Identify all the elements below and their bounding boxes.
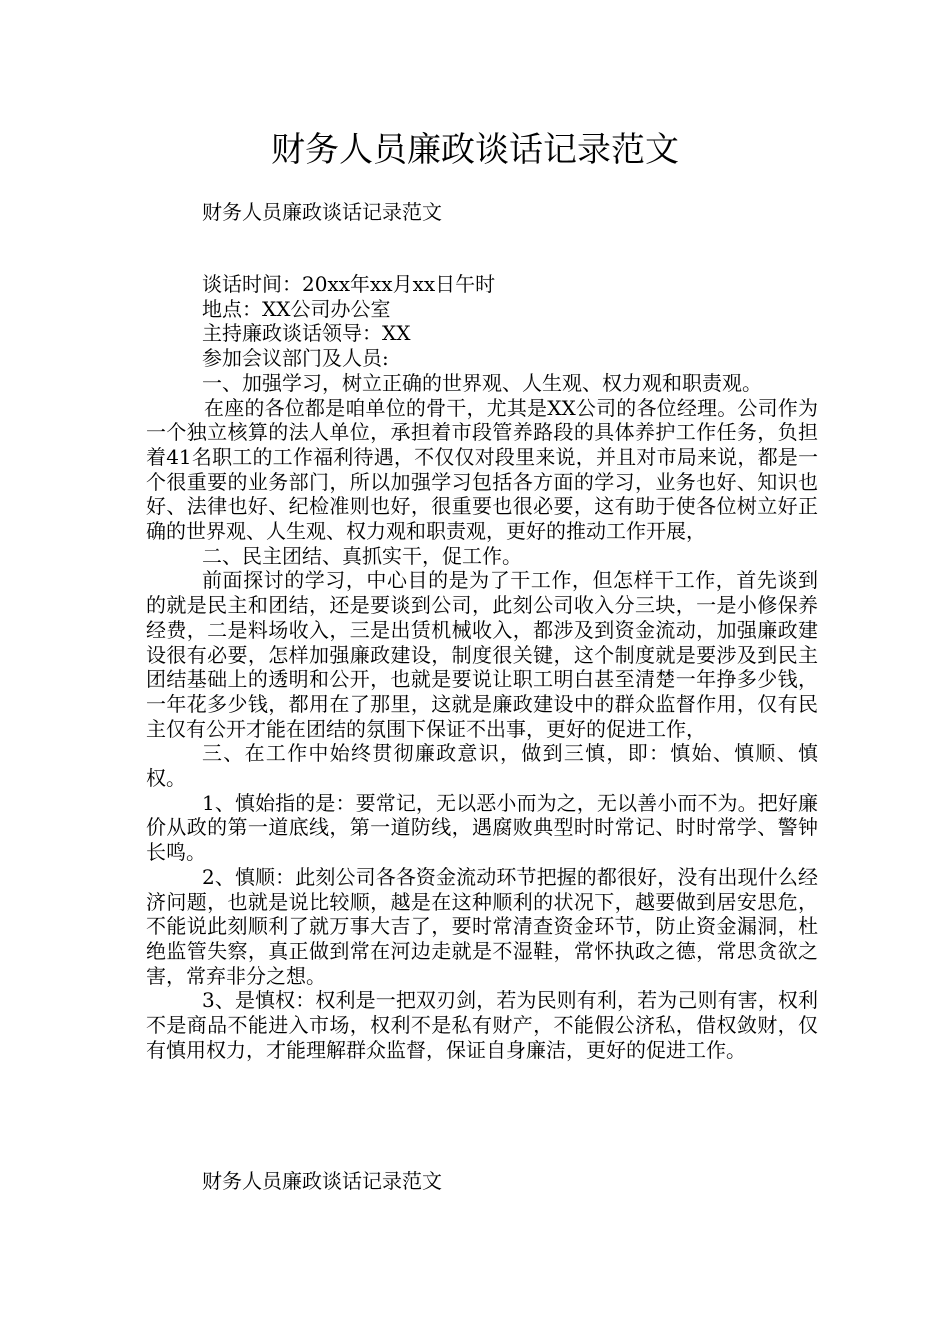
section-heading-3: 三、在工作中始终贯彻廉政意识，做到三慎，即：慎始、慎顺、慎权。 (146, 741, 818, 791)
paragraph: 2、慎顺：此刻公司各各资金流动环节把握的都很好，没有出现什么经济问题，也就是说比较顺，越是在这种顺利的状况下，越要做到居安思危，不能说此刻顺利了就万事大吉了，要时常清查资金环节，防止资金漏洞，杜绝监管失察，真正做到常在河边走就是不湿鞋，常怀执政之德，常思贪欲之害，常弃非分之想。 (146, 864, 818, 988)
paragraph: 1、慎始指的是：要常记，无以恶小而为之，无以善小而不为。把好廉价从政的第一道底线，第一道防线，遇腐败典型时时常记、时时常学、警钟长鸣。 (146, 790, 818, 865)
document-title: 财务人员廉政谈话记录范文 (271, 130, 679, 170)
document-subtitle: 财务人员廉政谈话记录范文 (202, 200, 442, 224)
document-footer: 财务人员廉政谈话记录范文 (202, 1169, 442, 1193)
paragraph: 前面探讨的学习，中心目的是为了干工作，但怎样干工作，首先谈到的就是民主和团结，还是要谈到公司，此刻公司收入分三块，一是小修保养经费，二是料场收入，三是出赁机械收入，都涉及到资金流动，加强廉政建设很有必要，怎样加强廉政建设，制度很关键，这个制度就是要涉及到民主团结基础上的透明和公开，也就是要说让职工明白甚至清楚一年挣多少钱，一年花多少钱，都用在了那里，这就是廉政建设中的群众监督作用，仅有民主仅有公开才能在团结的氛围下保证不出事，更好的促进工作， (146, 568, 818, 741)
meeting-location: 地点：XX公司办公室 (202, 296, 391, 321)
paragraph: 在座的各位都是咱单位的骨干，尤其是XX公司的各位经理。公司作为一个独立核算的法人单位，承担着市段管养路段的具体养护工作任务，负担着41名职工的工作福利待遇，不仅仅对段里来说，并且对市局来说，都是一个很重要的业务部门，所以加强学习包括各方面的学习，业务也好、知识也好、法律也好、纪检准则也好，很重要也很必要，这有助于使各位树立好正确的世界观、人生观、权力观和职责观，更好的推动工作开展， (146, 395, 818, 544)
paragraph: 3、是慎权：权利是一把双刃剑，若为民则有利，若为己则有害，权利不是商品不能进入市场，权利不是私有财产，不能假公济私，借权敛财，仅有慎用权力，才能理解群众监督，保证自身廉洁，更好的促进工作。 (146, 988, 818, 1062)
meeting-time: 谈话时间：20xx年xx月xx日午时 (202, 272, 496, 296)
section-heading-1: 一、加强学习，树立正确的世界观、人生观、权力观和职责观。 (202, 370, 762, 395)
meeting-attendees: 参加会议部门及人员: (202, 346, 389, 371)
section-heading-2: 二、民主团结、真抓实干，促工作。 (202, 543, 522, 568)
document-body (146, 272, 818, 1063)
meeting-host: 主持廉政谈话领导：XX (202, 321, 411, 346)
